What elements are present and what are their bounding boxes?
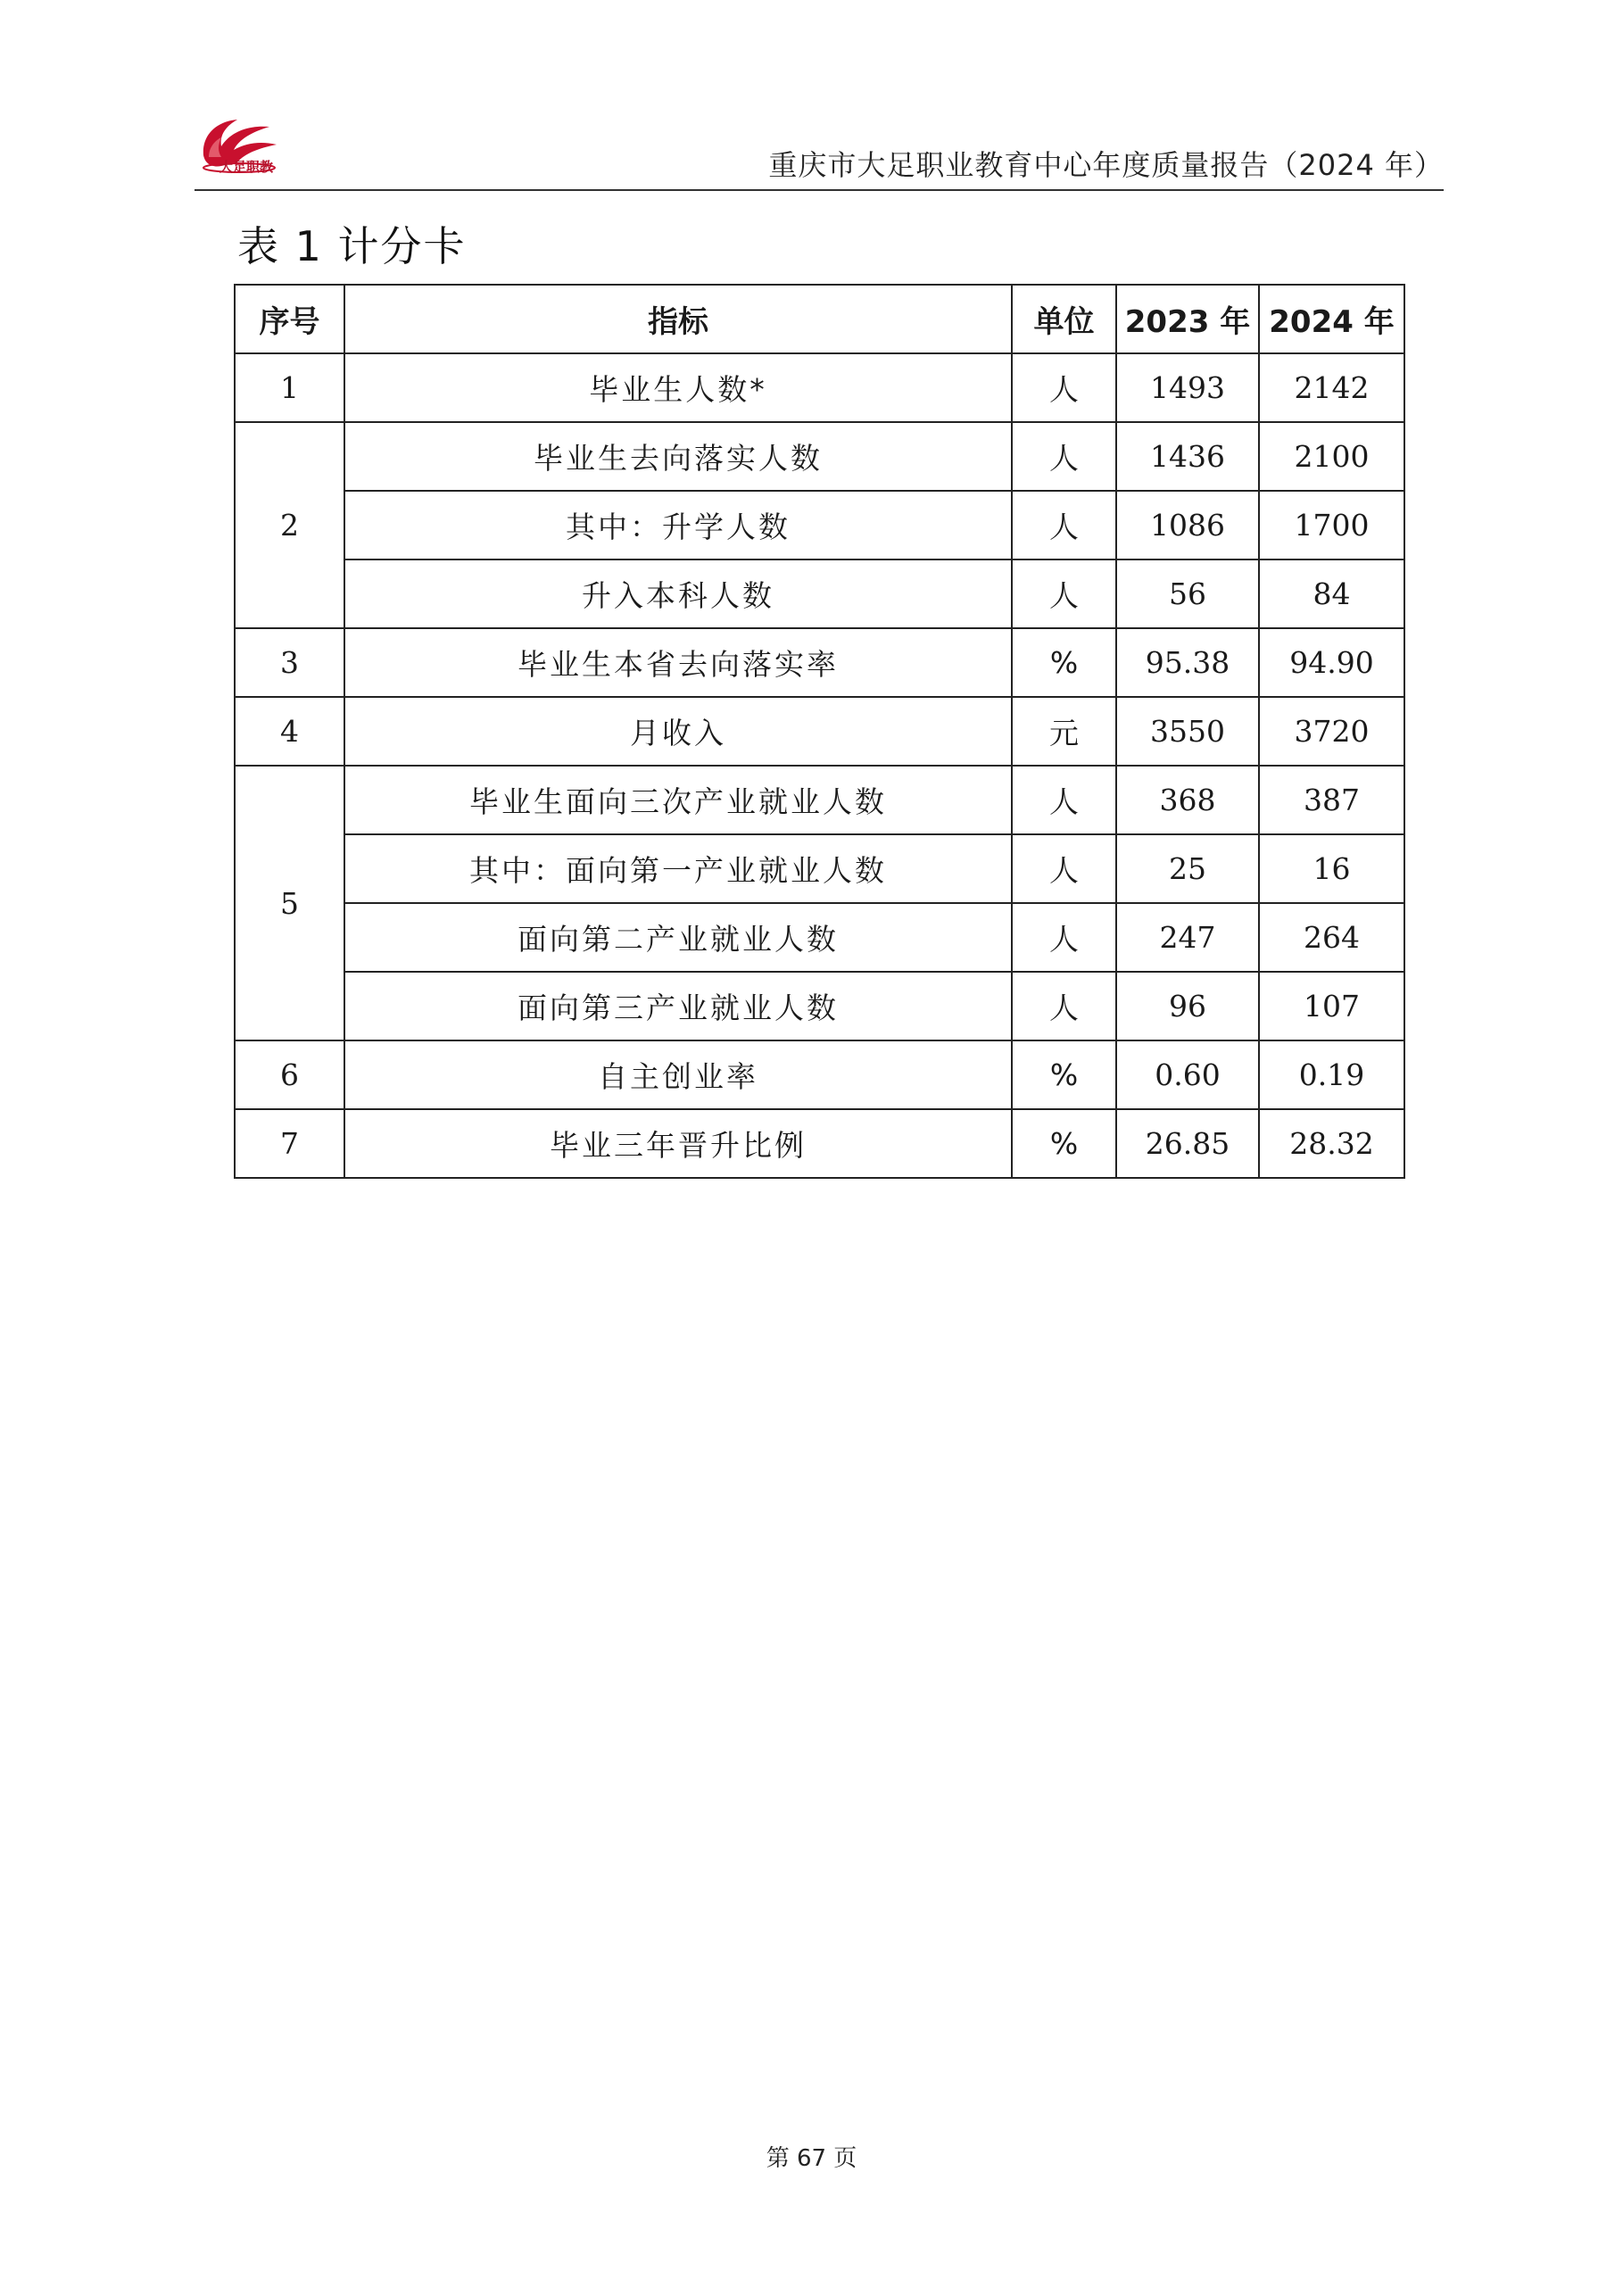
table-header-row — [235, 285, 1404, 353]
unit-cell: % — [1012, 1040, 1116, 1109]
unit-cell: 人 — [1012, 972, 1116, 1040]
table-row — [235, 834, 1404, 903]
table-row — [235, 491, 1404, 559]
indicator-cell: 面向第二产业就业人数 — [344, 903, 1012, 972]
seq-cell: 5 — [235, 766, 344, 1040]
table-row — [235, 422, 1404, 491]
value-2023-cell: 96 — [1116, 972, 1259, 1040]
seq-cell: 1 — [235, 353, 344, 422]
indicator-cell: 毕业生人数* — [344, 353, 1012, 422]
table-row — [235, 972, 1404, 1040]
value-2024-cell: 387 — [1259, 766, 1404, 834]
indicator-cell: 其中：升学人数 — [344, 491, 1012, 559]
indicator-cell: 毕业三年晋升比例 — [344, 1109, 1012, 1178]
value-2023-cell: 247 — [1116, 903, 1259, 972]
value-2024-cell: 264 — [1259, 903, 1404, 972]
logo-text: 大足职教 — [219, 159, 274, 175]
value-2024-cell: 107 — [1259, 972, 1404, 1040]
seq-cell: 7 — [235, 1109, 344, 1178]
indicator-cell: 面向第三产业就业人数 — [344, 972, 1012, 1040]
table-row — [235, 903, 1404, 972]
value-2024-cell: 2142 — [1259, 353, 1404, 422]
table-row — [235, 697, 1404, 766]
header-2023: 2023 年 — [1116, 285, 1259, 353]
table-row — [235, 1040, 1404, 1109]
unit-cell: 元 — [1012, 697, 1116, 766]
value-2023-cell: 1436 — [1116, 422, 1259, 491]
indicator-cell: 毕业生去向落实人数 — [344, 422, 1012, 491]
scorecard-table — [234, 284, 1405, 1179]
value-2024-cell: 28.32 — [1259, 1109, 1404, 1178]
value-2024-cell: 94.90 — [1259, 628, 1404, 697]
value-2024-cell: 0.19 — [1259, 1040, 1404, 1109]
seq-cell: 3 — [235, 628, 344, 697]
unit-cell: 人 — [1012, 491, 1116, 559]
value-2023-cell: 26.85 — [1116, 1109, 1259, 1178]
school-logo — [195, 112, 293, 184]
report-title: 重庆市大足职业教育中心年度质量报告（2024 年） — [768, 148, 1444, 182]
value-2024-cell: 16 — [1259, 834, 1404, 903]
seq-cell: 4 — [235, 697, 344, 766]
value-2023-cell: 56 — [1116, 559, 1259, 628]
value-2024-cell: 84 — [1259, 559, 1404, 628]
value-2023-cell: 3550 — [1116, 697, 1259, 766]
table-row — [235, 628, 1404, 697]
seq-cell: 2 — [235, 422, 344, 628]
value-2023-cell: 1493 — [1116, 353, 1259, 422]
indicator-cell: 毕业生面向三次产业就业人数 — [344, 766, 1012, 834]
page-number: 第 67 页 — [766, 2145, 857, 2172]
value-2023-cell: 95.38 — [1116, 628, 1259, 697]
indicator-cell: 月收入 — [344, 697, 1012, 766]
header-seq: 序号 — [235, 285, 344, 353]
table-row — [235, 353, 1404, 422]
value-2023-cell: 25 — [1116, 834, 1259, 903]
value-2024-cell: 1700 — [1259, 491, 1404, 559]
unit-cell: 人 — [1012, 766, 1116, 834]
seq-cell: 6 — [235, 1040, 344, 1109]
header-2024: 2024 年 — [1259, 285, 1404, 353]
unit-cell: 人 — [1012, 422, 1116, 491]
value-2023-cell: 368 — [1116, 766, 1259, 834]
header-divider — [195, 189, 1444, 191]
unit-cell: 人 — [1012, 903, 1116, 972]
header-unit: 单位 — [1012, 285, 1116, 353]
table-row — [235, 1109, 1404, 1178]
table-caption: 表 1 计分卡 — [237, 222, 467, 270]
unit-cell: 人 — [1012, 834, 1116, 903]
header-indicator: 指标 — [344, 285, 1012, 353]
unit-cell: 人 — [1012, 559, 1116, 628]
value-2023-cell: 0.60 — [1116, 1040, 1259, 1109]
unit-cell: % — [1012, 628, 1116, 697]
unit-cell: 人 — [1012, 353, 1116, 422]
table-row — [235, 766, 1404, 834]
indicator-cell: 毕业生本省去向落实率 — [344, 628, 1012, 697]
page-header — [195, 107, 1444, 193]
value-2024-cell: 3720 — [1259, 697, 1404, 766]
indicator-cell: 其中：面向第一产业就业人数 — [344, 834, 1012, 903]
unit-cell: % — [1012, 1109, 1116, 1178]
value-2023-cell: 1086 — [1116, 491, 1259, 559]
indicator-cell: 升入本科人数 — [344, 559, 1012, 628]
indicator-cell: 自主创业率 — [344, 1040, 1012, 1109]
value-2024-cell: 2100 — [1259, 422, 1404, 491]
table-row — [235, 559, 1404, 628]
